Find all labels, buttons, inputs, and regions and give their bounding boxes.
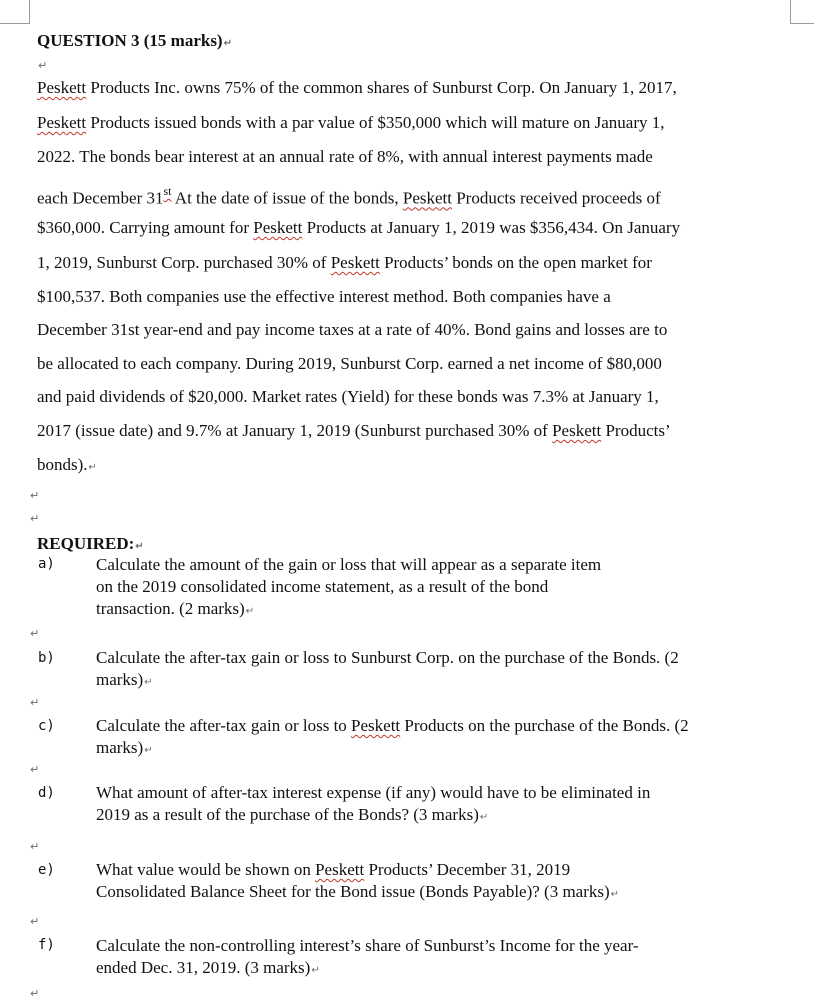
paragraph-mark-icon: ↵ [30,915,40,928]
spellcheck-word: Peskett [330,253,380,272]
paragraph-mark-icon: ↵ [245,606,255,617]
paragraph-mark-icon: ↵ [610,889,620,900]
paragraph-mark-icon: ↵ [88,462,97,473]
question-c-text: Calculate the after-tax gain or loss to Peskett Products on the purchase of the Bonds. (2 marks)↵ [96,716,689,757]
question-letter: d) [38,785,55,801]
paragraph-mark-icon: ↵ [223,38,232,49]
spellcheck-word: Peskett [402,188,452,208]
superscript-st: st [163,184,172,198]
question-b-text: Calculate the after-tax gain or loss to Sunburst Corp. on the purchase of the Bonds. (2 marks)↵ [96,648,679,689]
spellcheck-word: Peskett [37,78,87,97]
question-d-text: What amount of after-tax interest expense (if any) would have to be eliminated in 2019 as a result of the purchase of the Bonds? (3 marks)↵ [96,783,651,824]
paragraph-line: Peskett Products Inc. owns 75% of the common shares of Sunburst Corp. On January 1, 2017, [37,78,677,97]
crop-mark-left [0,0,30,24]
spellcheck-word: Peskett [253,218,303,237]
question-letter: f) [38,937,55,953]
spellcheck-word: Peskett [552,421,602,440]
question-heading [37,31,232,51]
q-c-line1-a: Calculate the after-tax gain or loss to [96,716,352,735]
paragraph-mark-icon: ↵ [144,745,153,756]
spellcheck-word: Peskett [351,716,401,735]
paragraph-mark-icon: ↵ [311,965,320,976]
spellcheck-word: Peskett [37,113,87,132]
paragraph-mark-icon: ↵ [144,677,153,688]
paragraph-line: 1, 2019, Sunburst Corp. purchased 30% of Peskett Products’ bonds on the open market for [37,253,652,272]
paragraph-mark-icon: ↵ [30,987,40,1000]
paragraph-line: Peskett Products issued bonds with a par value of $350,000 which will mature on January 1, [37,113,665,132]
paragraph-line: 2022. The bonds bear interest at an annual rate of 8%, with annual interest payments made [37,147,653,166]
question-a-text: Calculate the amount of the gain or loss that will appear as a separate item on the 2019 consolidated income statement, as a result of the bond transaction. (2 marks)↵ [96,555,602,618]
required-label: REQUIRED:↵ [37,534,144,553]
paragraph-mark-icon: ↵ [30,489,40,502]
question-e-text: What value would be shown on Peskett Products’ December 31, 2019 Consolidated Balance Sheet for the Bond issue (Bonds Payable)? (3 marks)↵ [96,860,620,901]
question-letter: b) [38,650,55,666]
question-f-text: Calculate the non-controlling interest’s share of Sunburst’s Income for the year- ended Dec. 31, 2019. (3 marks)↵ [96,936,639,977]
paragraph-line: be allocated to each company. During 2019, Sunburst Corp. earned a net income of $80,000 [37,354,662,373]
paragraph-line: each December 31st At the date of issue of the bonds, Peskett Products received proceeds of [37,184,661,208]
paragraph-mark-icon: ↵ [30,696,40,709]
question-letter: a) [38,556,55,572]
question-letter: e) [38,862,55,878]
paragraph-mark-icon: ↵ [30,840,40,853]
question-title: QUESTION 3 (15 marks) [37,31,223,50]
paragraph-mark-icon: ↵ [135,541,144,552]
paragraph-mark-icon: ↵ [30,512,40,525]
paragraph-line: $360,000. Carrying amount for Peskett Products at January 1, 2019 was $356,434. On January [37,218,681,237]
spellcheck-word: Peskett [315,860,365,879]
paragraph-mark-icon: ↵ [38,59,48,72]
paragraph-mark-icon: ↵ [30,627,40,640]
question-letter: c) [38,718,55,734]
paragraph-line: and paid dividends of $20,000. Market rates (Yield) for these bonds was 7.3% at January 1, [37,387,659,406]
paragraph-mark-icon: ↵ [30,763,40,776]
paragraph-line: bonds).↵ [37,455,97,474]
crop-mark-right [790,0,814,24]
paragraph-mark-icon: ↵ [479,812,489,823]
paragraph-line: 2017 (issue date) and 9.7% at January 1, 2019 (Sunburst purchased 30% of Peskett Products’ [37,421,671,440]
paragraph-line: December 31st year-end and pay income taxes at a rate of 40%. Bond gains and losses are to [37,320,668,339]
paragraph-line: $100,537. Both companies use the effective interest method. Both companies have a [37,287,611,306]
